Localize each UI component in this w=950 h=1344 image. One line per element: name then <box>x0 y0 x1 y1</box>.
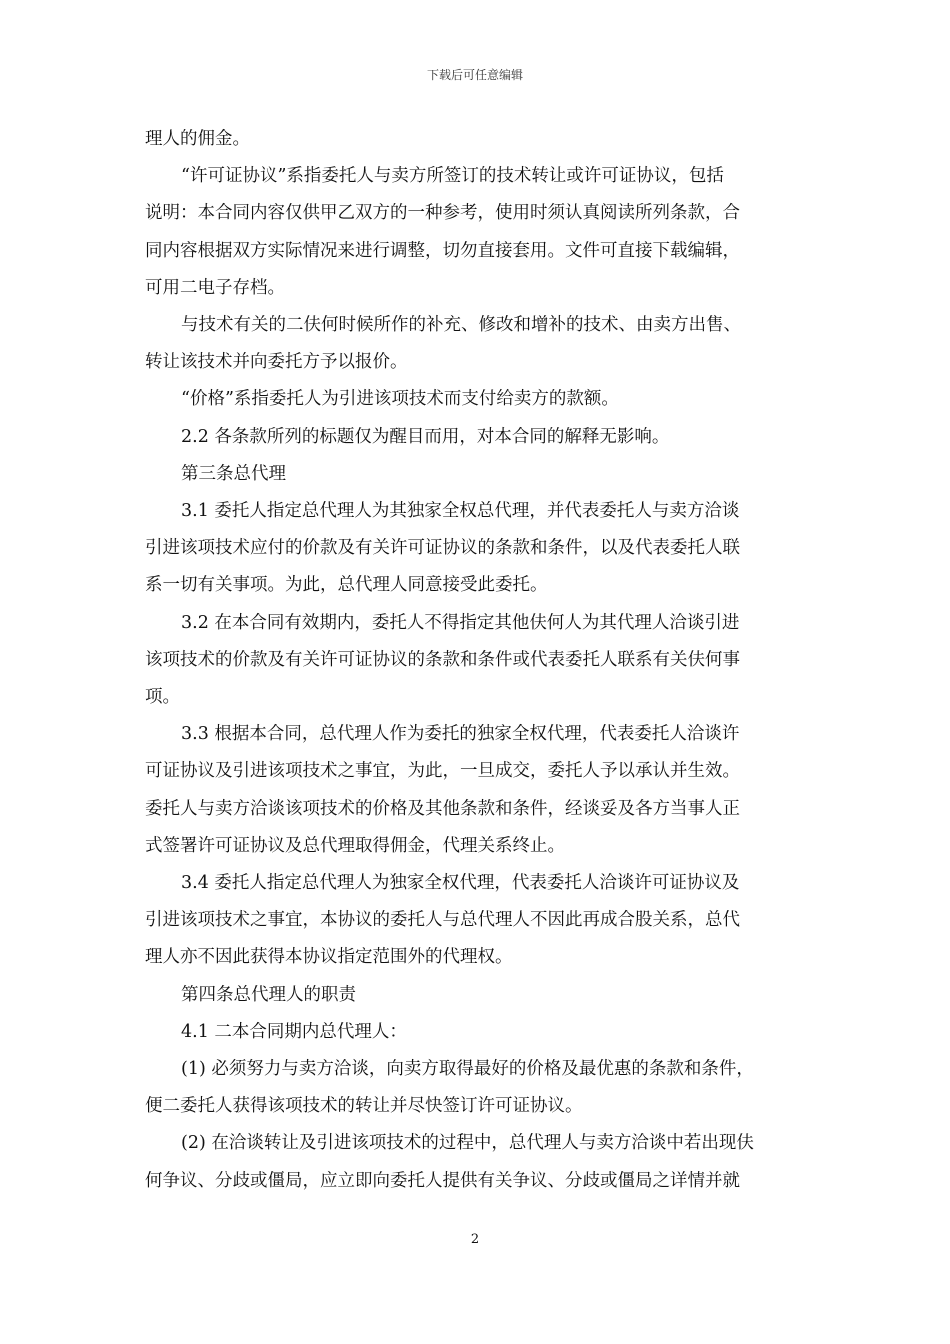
text-line: “许可证协议”系指委托人与卖方所签订的技术转让或许可证协议，包括 <box>181 166 724 187</box>
text-line: 委托人与卖方洽谈该项技术的价格及其他条款和条件，经谈妥及各方当事人正 <box>145 798 740 819</box>
text-line: 便二委托人获得该项技术的转让并尽快签订许可证协议。 <box>145 1096 583 1117</box>
text-line: 与技术有关的二伕何时候所作的补充、修改和增补的技术、由卖方出售、 <box>181 315 741 336</box>
text-line: 3.3 根据本合同，总代理人作为委托的独家全权代理，代表委托人洽谈许 <box>181 724 740 745</box>
text-line: 转让该技术并向委托方予以报价。 <box>145 352 408 373</box>
text-line: 可证协议及引进该项技术之事宜，为此，一旦成交，委托人予以承认并生效。 <box>145 761 740 782</box>
text-line: 4.1 二本合同期内总代理人： <box>181 1021 407 1042</box>
text-line: 项。 <box>145 687 180 708</box>
text-line: 系一切有关事项。为此，总代理人同意接受此委托。 <box>145 575 548 596</box>
text-line: 3.4 委托人指定总代理人为独家全权代理，代表委托人洽谈许可证协议及 <box>181 873 740 894</box>
text-line: 第三条总代理 <box>181 463 286 484</box>
page-number: 2 <box>470 1232 480 1247</box>
text-line: 该项技术的价款及有关许可证协议的条款和条件或代表委托人联系有关伕何事 <box>145 649 740 670</box>
text-line: 3.1 委托人指定总代理人为其独家全权总代理，并代表委托人与卖方洽谈 <box>181 501 740 522</box>
text-line: 何争议、分歧或僵局，应立即向委托人提供有关争议、分歧或僵局之详情并就 <box>145 1170 740 1191</box>
text-line: 引进该项技术之事宜，本协议的委托人与总代理人不因此再成合股关系，总代 <box>145 910 740 931</box>
page-header: 下载后可任意编辑 <box>426 68 523 82</box>
document-body <box>145 121 805 1200</box>
text-line: 说明：本合同内容仅供甲乙双方的一种参考，使用时须认真阅读所列条款，合 <box>145 203 740 224</box>
text-line: 3.2 在本合同有效期内，委托人不得指定其他伕何人为其代理人洽谈引进 <box>181 612 740 633</box>
text-line: (1) 必须努力与卖方洽谈，向卖方取得最好的价格及最优惠的条款和条件， <box>181 1059 754 1080</box>
text-line: 2.2 各条款所列的标题仅为醒目而用，对本合同的解释无影响。 <box>181 426 670 447</box>
text-line: 可用二电子存档。 <box>145 277 285 298</box>
text-line: (2) 在洽谈转让及引进该项技术的过程中，总代理人与卖方洽谈中若出现伕 <box>181 1133 754 1154</box>
text-line: 式签署许可证协议及总代理取得佣金，代理关系终止。 <box>145 835 565 856</box>
text-line: 第四条总代理人的职责 <box>181 984 356 1005</box>
text-line: “价格”系指委托人为引进该项技术而支付给卖方的款额。 <box>181 389 619 410</box>
text-line: 理人的佣金。 <box>145 129 250 149</box>
text-line: 同内容根据双方实际情况来进行调整，切勿直接套用。文件可直接下载编辑， <box>145 240 740 261</box>
text-line: 引进该项技术应付的价款及有关许可证协议的条款和条件，以及代表委托人联 <box>145 538 740 559</box>
text-line: 理人亦不因此获得本协议指定范围外的代理权。 <box>145 947 513 968</box>
